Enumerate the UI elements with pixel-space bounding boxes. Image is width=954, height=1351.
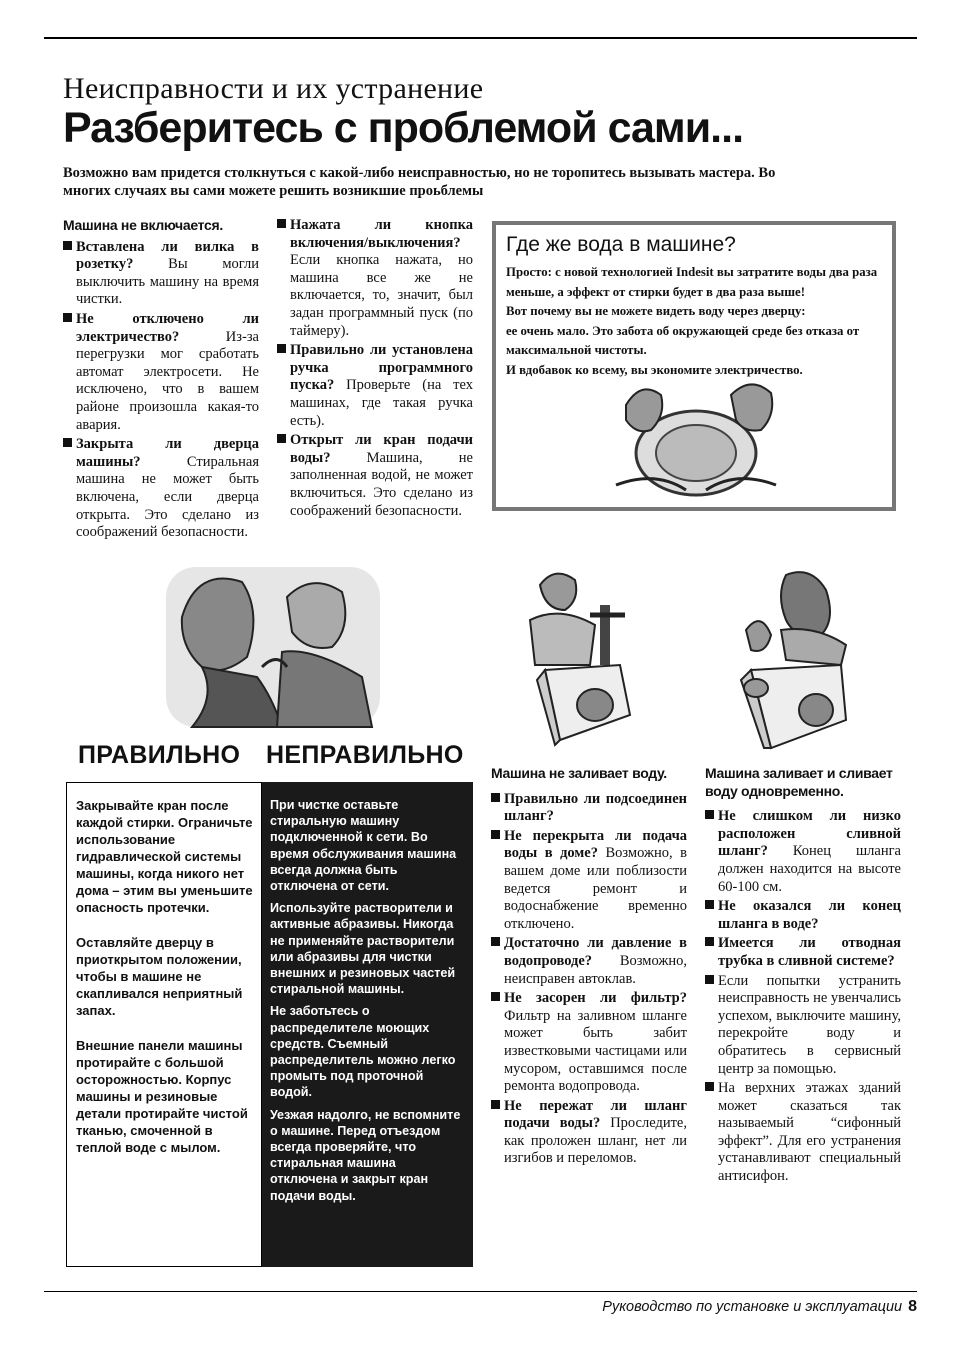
water-info-box bbox=[492, 221, 896, 511]
wrong-panel bbox=[262, 782, 473, 1267]
column-power-checks bbox=[277, 217, 473, 522]
list-item: Не оказался ли конец шланга в воде? bbox=[705, 898, 901, 933]
list-item: Нажата ли кнопка включения/выключения? Если кнопка нажата, но машина все же не включается, то, значит, был задан программный пуск (по таймеру). bbox=[277, 217, 473, 340]
correct-tip: Внешние панели машины протирайте с большой осторожностью. Корпус машины и резиновые детали протирайте чистой тканью, смоченной в теплой воде с мылом. bbox=[76, 1038, 248, 1155]
list-item: Правильно ли подсоединен шланг? bbox=[491, 791, 687, 826]
bullet-square-icon bbox=[705, 937, 714, 946]
column-header: Машина не включается. bbox=[63, 217, 223, 233]
column-no-water bbox=[491, 765, 687, 1170]
label-correct: ПРАВИЛЬНО bbox=[78, 741, 241, 769]
water-box-text bbox=[506, 263, 886, 380]
list-item: Имеется ли отводная трубка в сливной системе? bbox=[705, 935, 901, 970]
bullet-square-icon bbox=[277, 434, 286, 443]
list-item: Не засорен ли фильтр? Фильтр на заливном шланге может быть забит известковыми частицами или мусором, оставшимся после ремонта водопровода. bbox=[491, 990, 687, 1096]
couple-illustration bbox=[162, 557, 384, 732]
intro-text: Возможно вам придется столкнуться с какой-либо неисправностью, но не торопитесь вызывать мастера. Во многих случаях вы сами можете решить возникшие проьблемы bbox=[63, 165, 776, 199]
bullet-square-icon bbox=[705, 810, 714, 819]
wrong-tip: При чистке оставьте стиральную машину подключенной к сети. Во время обслуживания машина всегда должна быть отключена от сети. bbox=[270, 798, 457, 894]
bullet-square-icon bbox=[491, 830, 500, 839]
water-box-line: Просто: с новой технологией Indesit вы затратите воды два раза меньше, а эффект от стирки будет в два раза выше! bbox=[506, 265, 878, 299]
bullet-square-icon bbox=[491, 992, 500, 1001]
correct-tip: Закрывайте кран после каждой стирки. Ограничьте использование гидравлической системы машины, когда никого нет дома – этим вы уменьшите опасность протечки. bbox=[76, 798, 253, 915]
page-number: 8 bbox=[908, 1298, 917, 1315]
washing-drum-illustration bbox=[596, 375, 796, 505]
column-fill-and-drain bbox=[705, 765, 901, 1188]
list-item: Если попытки устранить неисправность не увенчались успехом, выключите машину, перекройте воду и обратитесь в сервисный центр за помощью. bbox=[705, 973, 901, 1079]
bullet-square-icon bbox=[63, 241, 72, 250]
correct-panel bbox=[66, 782, 262, 1267]
list-item: На верхних этажах зданий может сказаться так называемый “сифонный эффект”. Для его устранения устанавливают специальный антисифон. bbox=[705, 1080, 901, 1186]
list-item: Не перекрыта ли подача воды в доме? Возможно, в вашем доме или поблизости ведется ремонт и водоснабжение временно отключено. bbox=[491, 828, 687, 934]
list-item: Не слишком ли низко расположен сливной шланг? Конец шланга должен находится на высоте 60-100 см. bbox=[705, 808, 901, 896]
bullet-square-icon bbox=[705, 975, 714, 984]
list-item: Не отключено ли электричество? Из-за перегрузки мог сработать автомат электросети. Не исключено, что в вашем районе произошла какая-то авария. bbox=[63, 311, 259, 434]
section-title: Неисправности и их устранение bbox=[63, 72, 484, 105]
page-title: Разберитесь с проблемой сами... bbox=[63, 104, 744, 152]
bullet-square-icon bbox=[491, 793, 500, 802]
correct-tip: Оставляйте дверцу в приоткрытом положении, чтобы в машине не скапливался неприятный запах. bbox=[76, 935, 243, 1018]
bullet-square-icon bbox=[277, 344, 286, 353]
plumber-illustration bbox=[515, 565, 645, 750]
list-item: Достаточно ли давление в водопроводе? Возможно, неисправен автоклав. bbox=[491, 935, 687, 988]
list-item: Открыт ли кран подачи воды? Машина, не заполненная водой, не может включиться. Это сделано из соображений безопасности. bbox=[277, 432, 473, 520]
footer-text: Руководство по установке и эксплуатации bbox=[602, 1299, 903, 1315]
water-box-line: ее очень мало. Это забота об окружающей среде без отказа от максимальной чистоты. bbox=[506, 323, 860, 357]
water-box-line: И вдобавок ко всему, вы экономите электричество. bbox=[506, 362, 803, 377]
bullet-square-icon bbox=[491, 937, 500, 946]
page-footer bbox=[602, 1298, 917, 1316]
water-box-line: Вот почему вы не можете видеть воду через дверцу: bbox=[506, 304, 806, 318]
bottom-rule bbox=[44, 1291, 917, 1292]
bullet-square-icon bbox=[705, 900, 714, 909]
water-box-title: Где же вода в машине? bbox=[506, 233, 736, 256]
list-item: Не пережат ли шланг подачи воды? Проследите, как проложен шланг, нет ли изгибов и переломов. bbox=[491, 1098, 687, 1168]
wrong-tip: Уезжая надолго, не вспомните о машине. Перед отъездом всегда проверяйте, что стиральная машина отключена и закрыт кран подачи воды. bbox=[270, 1107, 461, 1203]
bullet-square-icon bbox=[491, 1100, 500, 1109]
wrong-tip: Используйте растворители и активные абразивы. Никогда не применяйте растворители или абразивы для чистки внешних и резиновых частей стиральной машины. bbox=[270, 901, 456, 997]
label-wrong: НЕПРАВИЛЬНО bbox=[266, 741, 464, 769]
wrong-tip: Не заботьтесь о распределителе моющих средств. Съемный распределитель можно легко промыть под проточной водой. bbox=[270, 1004, 456, 1100]
column-header: Машина не заливает воду. bbox=[491, 765, 667, 781]
bullet-square-icon bbox=[277, 219, 286, 228]
list-item: Правильно ли установлена ручка программного пуска? Проверьте (на тех машинах, где такая ручка есть). bbox=[277, 342, 473, 430]
column-header: Машина заливает и сливает воду одновременно. bbox=[705, 765, 893, 799]
list-item: Вставлена ли вилка в розетку? Вы могли выключить машину на время чистки. bbox=[63, 239, 259, 309]
top-rule bbox=[44, 37, 917, 39]
woman-machine-illustration bbox=[726, 570, 861, 750]
bullet-square-icon bbox=[705, 1082, 714, 1091]
column-not-turning-on bbox=[63, 217, 259, 544]
list-item: Закрыта ли дверца машины? Стиральная машина не может быть включена, если дверца открыта. Это сделано из соображений безопасности. bbox=[63, 436, 259, 542]
bullet-square-icon bbox=[63, 438, 72, 447]
bullet-square-icon bbox=[63, 313, 72, 322]
